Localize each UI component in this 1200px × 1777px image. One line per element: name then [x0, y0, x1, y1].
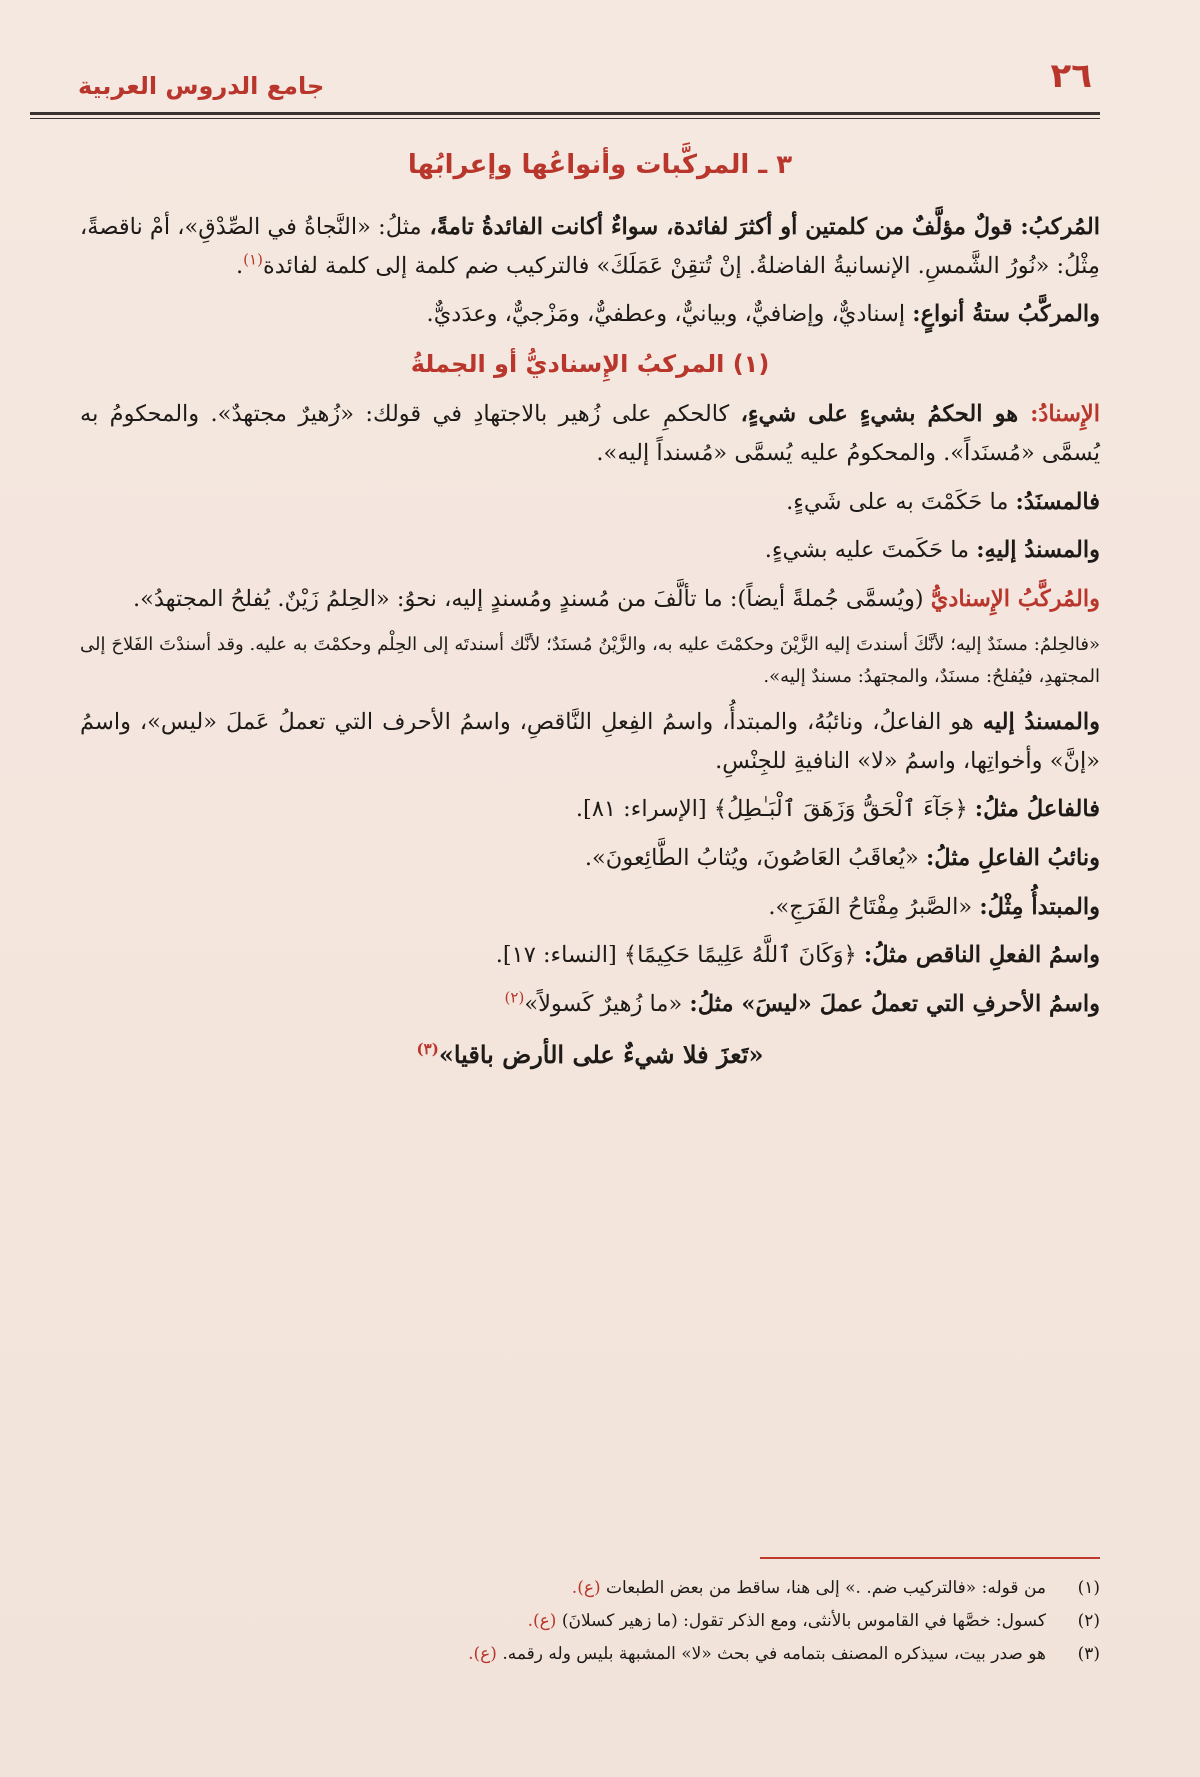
header-divider	[30, 112, 1100, 119]
text: «يُعاقَبُ العَاصُونَ، ويُثابُ الطَّائِعونَ».	[584, 844, 926, 871]
definition: قولٌ مؤلَّفٌ من كلمتين أو أكثرَ لفائدة، سواءٌ أكانت الفائدةُ تامةً،	[421, 214, 1021, 240]
footnote-number: (٢)	[1077, 1611, 1100, 1632]
verse-line	[80, 1034, 1100, 1075]
footnote-ref[interactable]: (٣)	[416, 1039, 439, 1058]
paragraph-laysa	[80, 985, 1100, 1024]
text: ﴿وَكَانَ ٱللَّهُ عَلِيمًا حَكِيمًا﴾ [النساء: ١٧].	[495, 942, 864, 969]
term: واسمُ الفعلِ الناقص مثلُ:	[863, 942, 1100, 969]
paragraph-mubtada	[80, 888, 1100, 927]
paragraph-murakkab-isnadi	[80, 580, 1100, 619]
term: فالمسنَدُ:	[1015, 488, 1100, 515]
footnote-ref[interactable]: (٢)	[504, 988, 525, 1007]
text: كالحكمِ على زُهير بالاجتهادِ في قولك: «زُهيرٌ مجتهدٌ». والمحكومُ به يُسمَّى «مُسنَداً». والمحكومُ عليه يُسمَّى «مُسنداً إليه».	[80, 401, 1100, 467]
paragraph-musnad-ilayh	[80, 531, 1100, 570]
footnote	[100, 1605, 1100, 1638]
term: ونائبُ الفاعلِ مثلُ:	[925, 844, 1100, 871]
footnote-divider	[760, 1557, 1100, 1559]
term: المُركبُ:	[1020, 214, 1100, 240]
paragraph-definition: المُركبُ: قولٌ مؤلَّفٌ من كلمتين أو أكثرَ لفائدة، سواءٌ أكانت الفائدةُ تامةً، مثلُ: «النَّجاةُ في الصِّدْقِ»، أمْ ناقصةً، مِثْلُ: «نُورُ الشَّمسِ. الإنسانيةُ الفاضلةُ. إنْ تُتقِنْ عَمَلَكَ» فالتركيب ضم كلمة إلى كلمة لفائدة$^{(١)}$.	[80, 214, 1100, 279]
paragraph-fiil-naqis	[80, 936, 1100, 975]
footnote	[100, 1572, 1100, 1605]
paragraph-isnad	[80, 395, 1100, 472]
term: فالفاعلُ مثلُ:	[974, 796, 1100, 823]
text: ما حَكَمتَ عليه بشيءٍ.	[764, 537, 977, 564]
footnote-text: هو صدر بيت، سيذكره المصنف بتمامه في بحث «لا» المشبهة بليس وله رقمه. (ع).	[468, 1644, 1046, 1665]
term: واسمُ الأحرفِ التي تعملُ عملَ «ليسَ» مثلُ:	[689, 990, 1100, 1017]
body-text	[80, 208, 1100, 1075]
text: ﴿جَآءَ ٱلْحَقُّ وَزَهَقَ ٱلْبَـٰطِلُ﴾ [الإسراء: ٨١].	[575, 796, 975, 823]
text: ما حَكَمْتَ به على شَيءٍ.	[786, 488, 1016, 515]
term: والمبتدأُ مِثْلُ:	[979, 893, 1100, 920]
footnote-ref[interactable]: (١)	[243, 250, 263, 269]
paragraph-musnad	[80, 483, 1100, 522]
footnote-number: (١)	[1077, 1578, 1100, 1598]
paragraph-fail	[80, 790, 1100, 829]
definition: هو الحكمُ بشيءٍ على شيءٍ،	[740, 401, 1031, 428]
term: والمركَّبُ ستةُ أنواعٍ:	[912, 301, 1100, 328]
term: والمسندُ إليه	[982, 708, 1100, 735]
paragraph-naib-fail	[80, 839, 1100, 878]
term: الإِسنادُ:	[1030, 401, 1100, 428]
term: والمسندُ إليهِ:	[976, 537, 1100, 564]
section-title: ٣ ـ المركَّبات وأنواعُها وإعرابُها	[407, 150, 793, 180]
verse-text: «تَعزَ فلا شيءٌ على الأرض باقيا»	[438, 1039, 764, 1069]
footnote-text: من قوله: «فالتركيب ضم. .» إلى هنا، ساقط من بعض الطبعات (ع).	[571, 1578, 1046, 1598]
text: هو الفاعلُ، ونائبُهُ، والمبتدأُ، واسمُ الفِعلِ النَّاقصِ، واسمُ الأحرف التي تعملُ عَملَ «ليس»، واسمُ «إنَّ» وأخواتِها، واسمُ «لا» النافيةِ للجِنْسِ.	[80, 708, 1100, 774]
page-number: ٢٦	[1050, 56, 1092, 96]
paragraph-musnad-ilayh-list	[80, 703, 1100, 780]
footnote	[100, 1638, 1100, 1671]
text: «ما زُهيرٌ كَسولاً»	[524, 990, 690, 1017]
sub-heading: (١) المركبُ الإِسناديُّ أو الجملةُ	[410, 350, 770, 379]
footnotes	[100, 1572, 1100, 1671]
text: مثلُ: «النَّجاةُ في الصِّدْقِ»، أمْ ناقصةً، مِثْلُ: «نُورُ الشَّمسِ. الإنسانيةُ الفاضلةُ. إنْ تُتقِنْ عَمَلَكَ» فالتركيب ضم كلمة إلى كلمة لفائدة	[80, 214, 1100, 279]
text: (ويُسمَّى جُملةً أيضاً): ما تألَّفَ من مُسندٍ ومُسندٍ إليه، نحوُ: «الحِلمُ زَيْنٌ. يُفلحُ المجتهدُ».	[132, 586, 931, 613]
term: والمُركَّبُ الإِسناديُّ	[930, 586, 1100, 613]
text: إسناديٌّ، وإضافيٌّ، وبيانيٌّ، وعطفيٌّ، ومَزْجيٌّ، وعدَديٌّ.	[426, 301, 913, 328]
footnote-number: (٣)	[1077, 1644, 1100, 1665]
paragraph-types	[80, 295, 1100, 334]
footnote-text: كسول: خصَّها في القاموس بالأنثى، ومع الذكر تقول: (ما زهير كسلانَ) (ع).	[527, 1611, 1046, 1632]
text: «الصَّبرُ مِفْتَاحُ الفَرَجِ».	[768, 893, 980, 920]
note-paragraph: «فالحِلمُ: مسنَدٌ إليه؛ لأنَّكَ أسندتَ إليه الزَّيْنَ وحكمْتَ عليه به، والزَّيْنُ مُسنَدٌ؛ لأنَّك أسندتَه إلى الحِلْم وحكمْتَ به عليه. وقد أسندْتَ الفَلاحَ إلى المجتهدِ، فيُفلحُ: مسنَدٌ، والمجتهدُ: مسندٌ إليه».	[80, 633, 1100, 687]
book-title: جامع الدروس العربية	[78, 72, 325, 100]
